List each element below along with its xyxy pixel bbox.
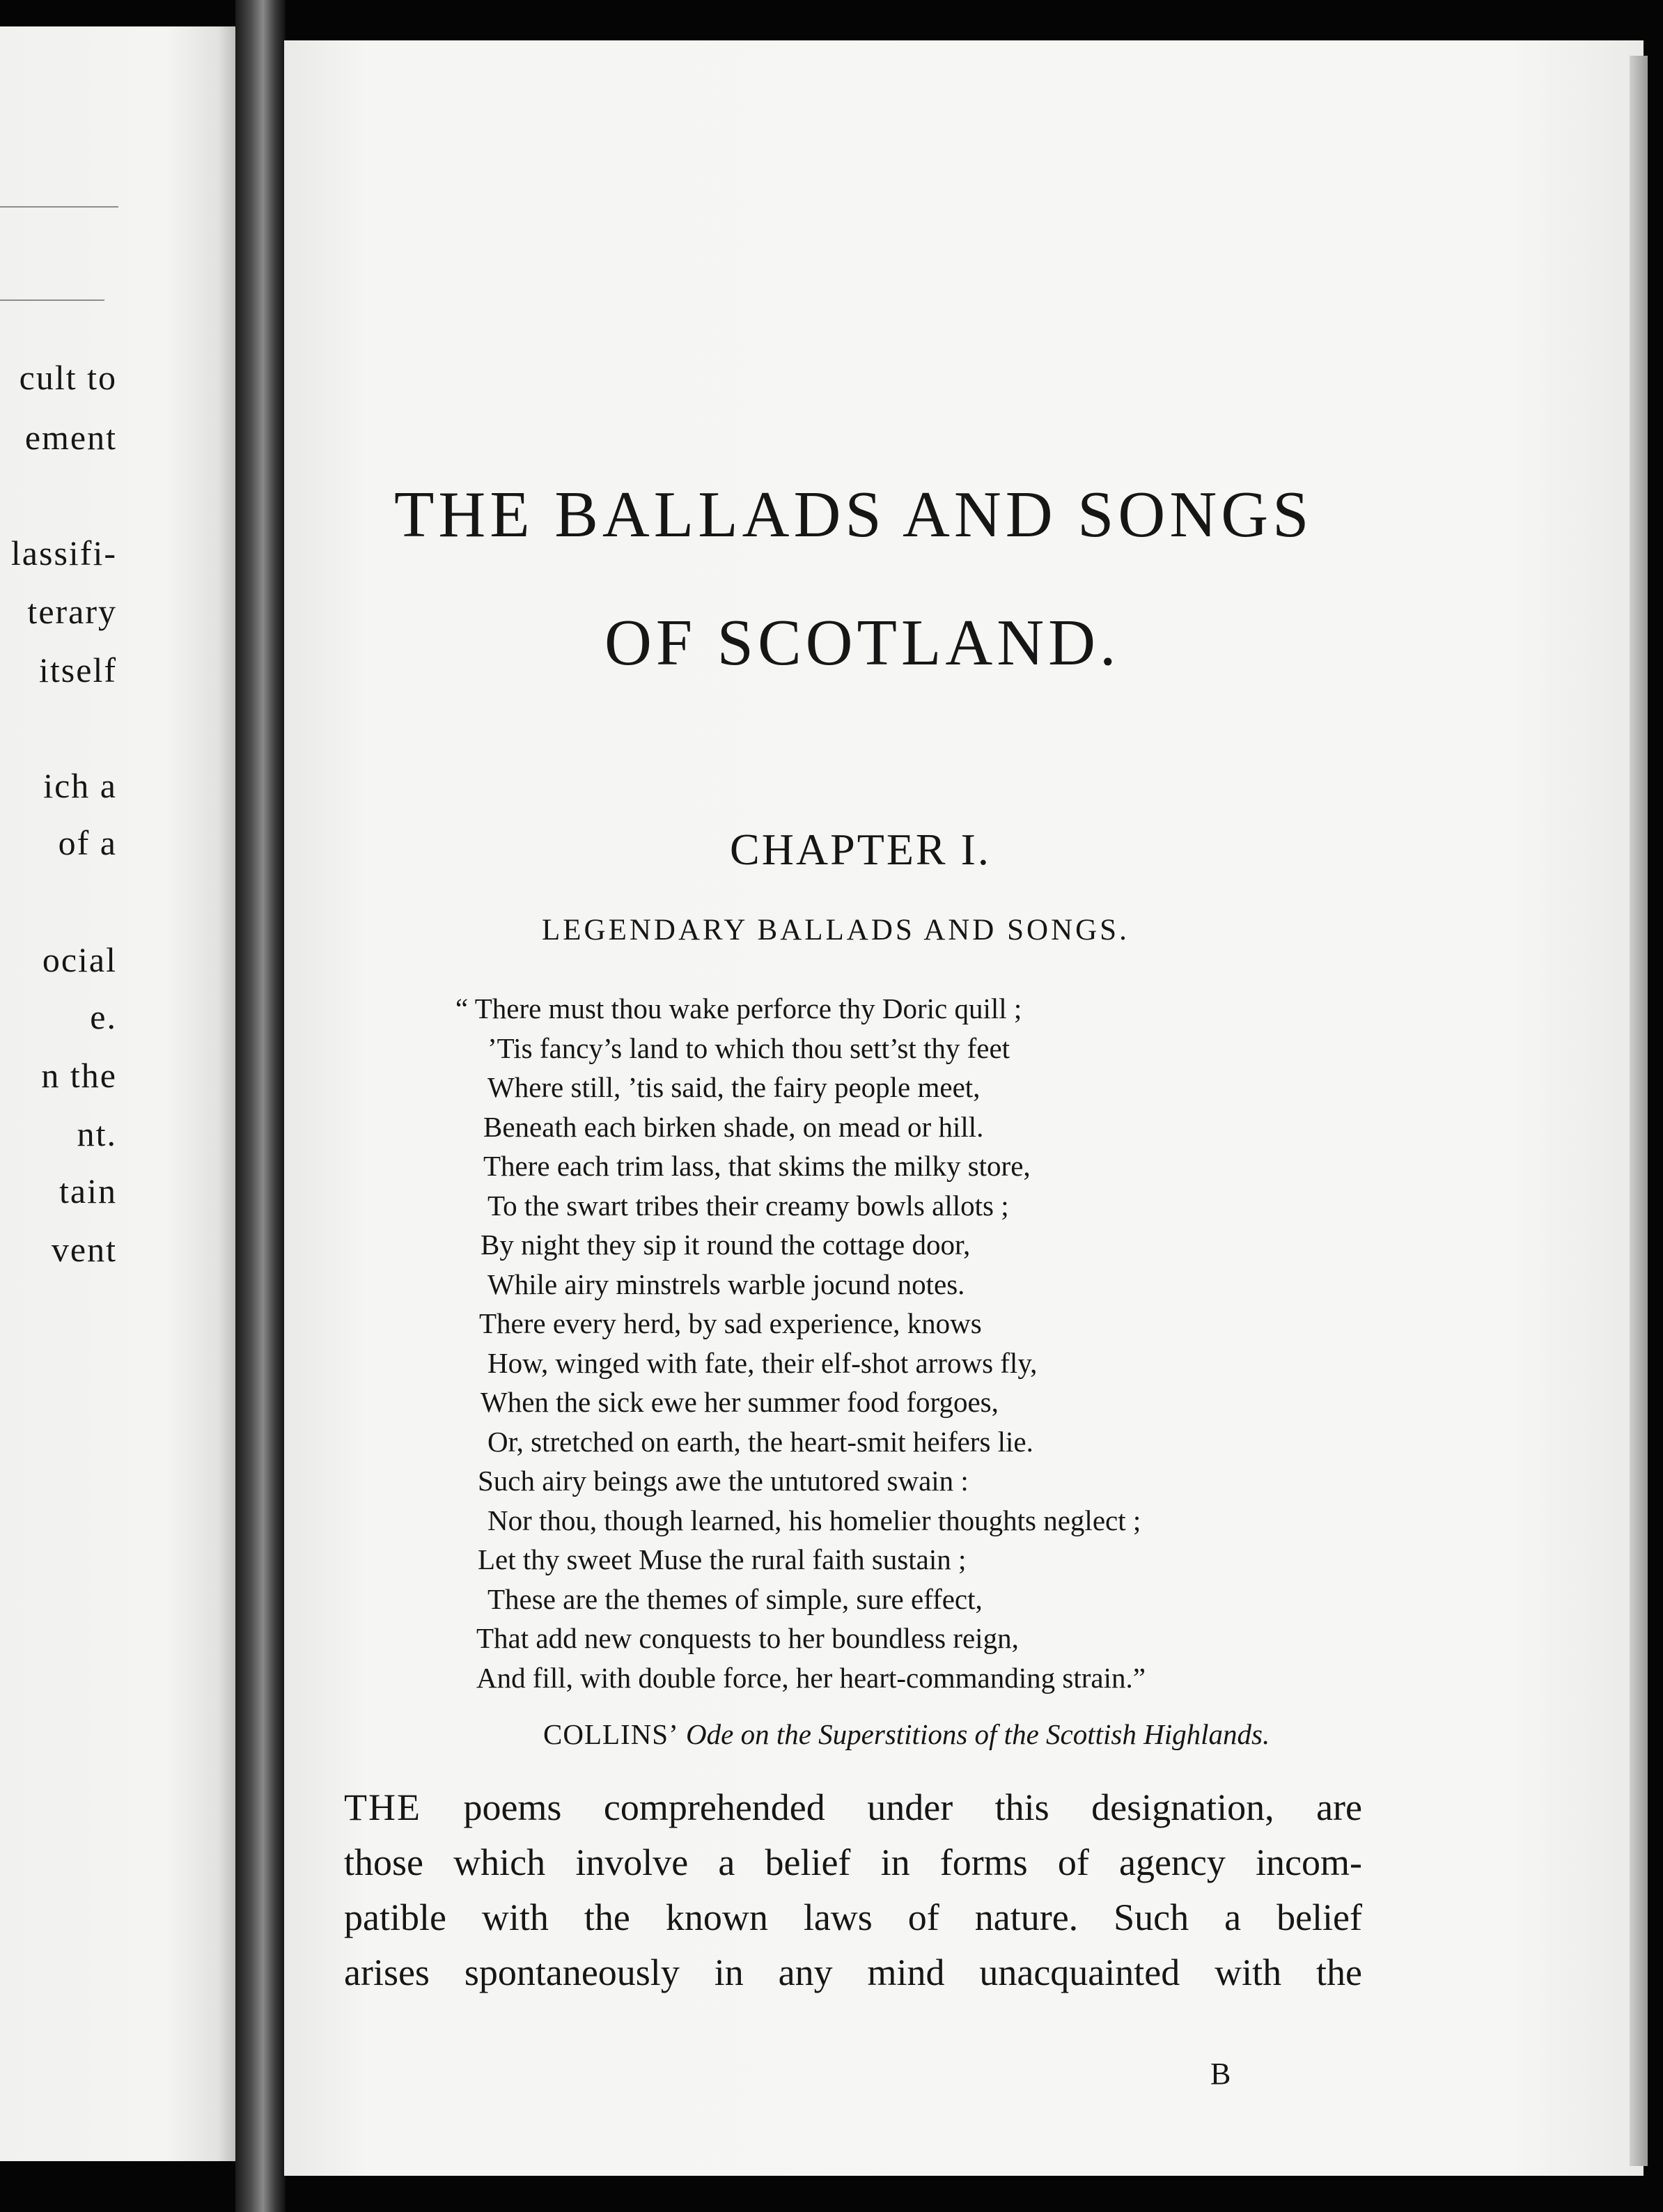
body-line-text: poems comprehended under this designation, are [463,1786,1362,1828]
body-line [344,1780,1362,1835]
epigraph-line: And fill, with double force, her heart-commanding strain.” [476,1661,1146,1694]
body-paragraph [344,1780,1362,2000]
left-page-line-fragment: e. [90,997,117,1036]
epigraph-line: Such airy beings awe the untutored swain : [478,1465,969,1497]
epigraph-line: Nor thou, though learned, his homelier thoughts neglect ; [487,1504,1141,1536]
epigraph-line: There each trim lass, that skims the milky store, [483,1150,1031,1182]
left-page-line-fragment: cult to [19,358,117,397]
epigraph-line: How, winged with fate, their elf-shot arrows fly, [487,1346,1038,1379]
epigraph-poem [455,989,1146,1697]
chapter-heading: CHAPTER I. [730,825,991,874]
book-title-line: OF SCOTLAND. [604,607,1121,679]
chapter-subtitle: LEGENDARY BALLADS AND SONGS. [542,914,1130,947]
attribution-author: COLLINS’ [543,1718,679,1750]
left-page-line-fragment: itself [39,651,117,690]
left-page-line-fragment: nt. [77,1114,117,1153]
left-page [0,26,237,2161]
left-page-line-fragment: of a [58,823,117,862]
left-page-rule [0,299,104,301]
book-title-line: THE BALLADS AND SONGS [394,478,1313,551]
body-line: those which involve a belief in forms of agency incom- [344,1841,1362,1883]
left-page-line-fragment: ocial [42,940,117,979]
epigraph-line: Where still, ’tis said, the fairy people meet, [487,1071,981,1103]
attribution-work-title: Ode on the Superstitions of the Scottish Highlands. [686,1718,1270,1750]
epigraph-line: These are the themes of simple, sure effect, [487,1582,983,1615]
epigraph-line: Beneath each birken shade, on mead or hill. [483,1110,984,1143]
epigraph-attribution [543,1715,1270,1754]
left-page-rule [0,206,118,208]
epigraph-line: ’Tis fancy’s land to which thou sett’st thy feet [487,1031,1010,1064]
epigraph-line: By night they sip it round the cottage door, [481,1229,971,1261]
body-lead-word: THE [344,1786,421,1828]
left-page-line-fragment: ement [24,418,117,457]
left-page-line-fragment: terary [27,592,117,631]
left-page-line-fragment: n the [41,1056,117,1095]
book-gutter [235,0,286,2212]
left-page-line-fragment: tain [59,1171,117,1210]
epigraph-line: There every herd, by sad experience, knows [479,1307,982,1339]
epigraph-line: While airy minstrels warble jocund notes. [487,1268,965,1300]
epigraph-line: When the sick ewe her summer food forgoes, [481,1386,999,1418]
epigraph-line: To the swart tribes their creamy bowls allots ; [487,1189,1009,1222]
epigraph-line: Or, stretched on earth, the heart-smit heifers lie. [487,1425,1033,1458]
page-edge [1630,56,1648,2166]
body-line: patible with the known laws of nature. Such a belief [344,1896,1362,1938]
body-line: arises spontaneously in any mind unacquainted with the [344,1952,1362,1993]
epigraph-line: Let thy sweet Muse the rural faith sustain ; [478,1543,967,1575]
left-page-line-fragment: lassifi- [10,533,117,573]
signature-mark: B [1210,2057,1231,2091]
epigraph-line: That add new conquests to her boundless reign, [476,1622,1019,1654]
epigraph-line: “ There must thou wake perforce thy Doric quill ; [455,992,1022,1025]
left-page-line-fragment: vent [51,1230,117,1269]
left-page-line-fragment: ich a [43,766,117,805]
